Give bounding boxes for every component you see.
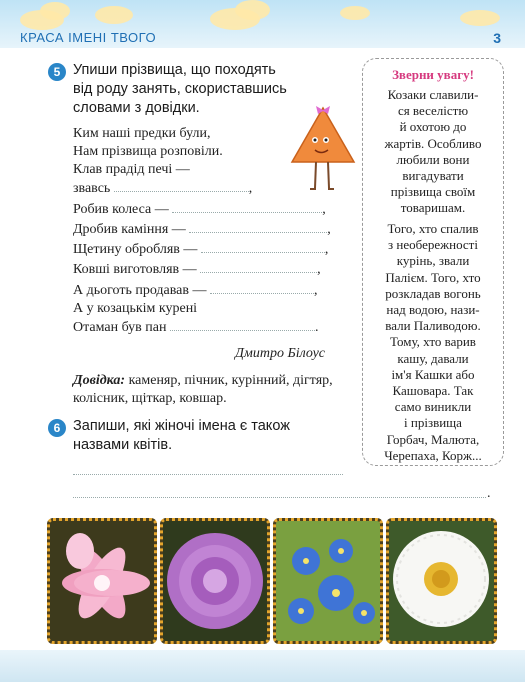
note-paragraph: Того, хто спалив з необережності курінь, звали Палієм. Того, хто розкладав вогонь над водою, нази- вали Паливодою. Тому, хто варив кашу, давали ім'я Кашки або Кашовара. Так само виникли і прізвища Горбач, Малюта, Черепаха, Корж... bbox=[384, 221, 482, 463]
answer-blank[interactable] bbox=[170, 320, 315, 331]
lily-photo bbox=[47, 518, 157, 644]
flower-photos bbox=[47, 518, 497, 644]
daisy-photo bbox=[386, 518, 497, 644]
poem-line: Клав прадід печі — bbox=[73, 162, 190, 177]
task-6-badge: 6 bbox=[48, 419, 66, 437]
answer-line[interactable] bbox=[73, 474, 343, 475]
task-6-instruction: Запиши, які жіночі імена є також назвами квітів. bbox=[73, 418, 290, 453]
note-paragraph: Козаки славили- ся веселістю й охотою до жартів. Особливо любили вони вигадувати прізвища своїм товаришам. bbox=[384, 87, 482, 216]
poem-line: А у козацькім курені bbox=[73, 301, 198, 316]
answer-blank[interactable] bbox=[172, 202, 322, 213]
note-title: Зверни увагу! bbox=[392, 67, 474, 82]
page-number: 3 bbox=[493, 30, 501, 46]
footer-band bbox=[0, 650, 525, 682]
triangle-mascot-icon bbox=[288, 100, 358, 195]
poem-line-fill: Робив колеса — , bbox=[73, 202, 326, 217]
answer-blank[interactable] bbox=[200, 262, 317, 273]
poem-line-fill: Щетину обробляв — , bbox=[73, 242, 329, 257]
answer-blank[interactable] bbox=[114, 181, 249, 192]
poem-line-fill: А дьоготь продавав — , bbox=[73, 283, 318, 298]
poem-line-fill: Ковші виготовляв — , bbox=[73, 262, 321, 277]
poem-line: Ким наші предки були, bbox=[73, 126, 211, 141]
answer-blank[interactable] bbox=[189, 222, 327, 233]
task-5-badge: 5 bbox=[48, 63, 66, 81]
poem-author: Дмитро Білоус bbox=[235, 346, 326, 361]
poem-line: Нам прізвища розповіли. bbox=[73, 144, 223, 159]
answer-blank[interactable] bbox=[210, 283, 314, 294]
section-title: КРАСА ІМЕНІ ТВОГО bbox=[20, 30, 157, 45]
answer-line[interactable] bbox=[73, 497, 486, 498]
poem-line-fill: звавсь , bbox=[73, 181, 253, 196]
task-5-instruction: Упиши прізвища, що походять від роду занять, скориставшись словами з довідки. bbox=[73, 62, 287, 116]
reference-words: Довідка: каменяр, пічник, курінний, дігтяр, колісник, щіткар, ковшар. bbox=[73, 373, 333, 406]
poem-line-fill: Отаман був пан . bbox=[73, 320, 319, 335]
line-end-dot: . bbox=[487, 486, 491, 501]
attention-note bbox=[362, 58, 504, 466]
dahlia-photo bbox=[160, 518, 270, 644]
answer-blank[interactable] bbox=[201, 242, 325, 253]
poem-line-fill: Дробив каміння — , bbox=[73, 222, 331, 237]
forget-me-not-photo bbox=[273, 518, 383, 644]
